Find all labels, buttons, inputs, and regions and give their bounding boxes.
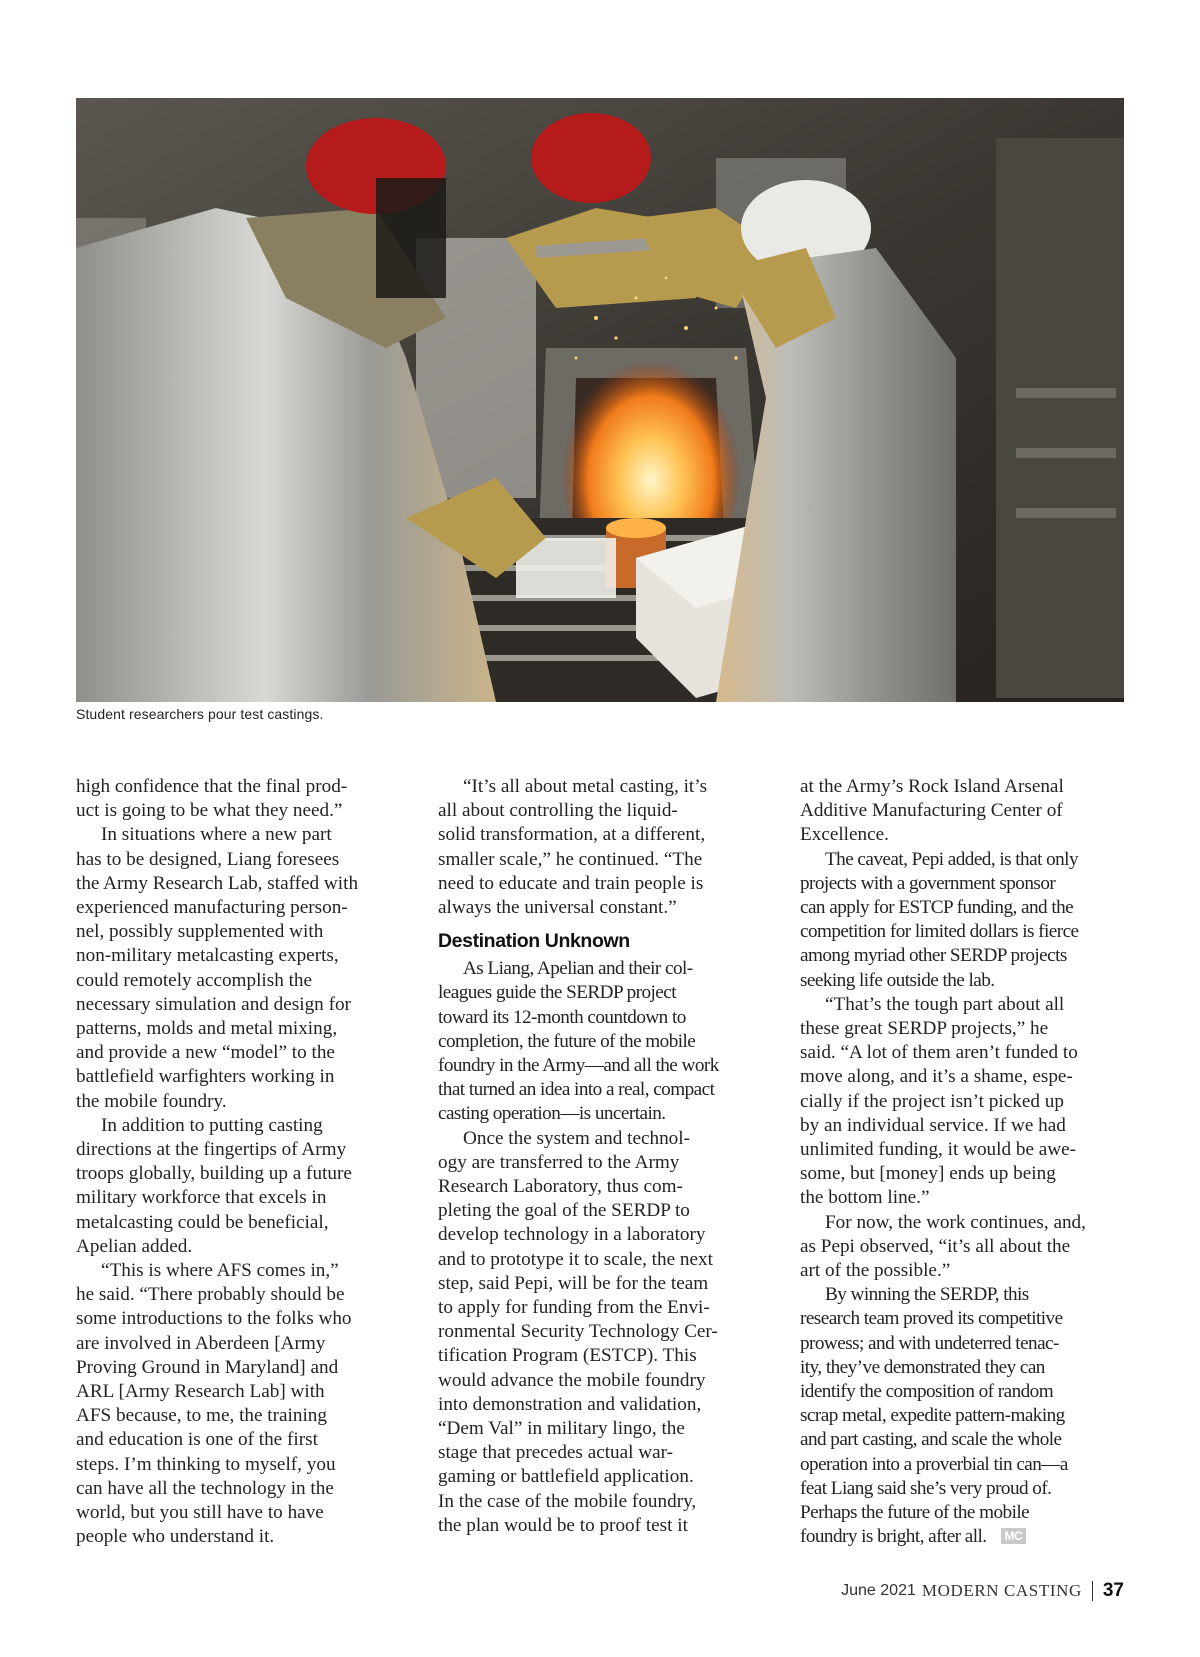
line: For now, the work continues, and, <box>825 1211 1086 1233</box>
line: ronmental Security Technology Cer- <box>438 1321 718 1343</box>
line: some introductions to the folks who <box>76 1308 352 1330</box>
line: ity, they’ve demonstrated they can <box>800 1356 1045 1378</box>
line: these great SERDP projects,” he <box>800 1018 1049 1040</box>
line: can apply for ESTCP funding, and the <box>800 897 1074 919</box>
line: non-military metalcasting experts, <box>76 945 339 967</box>
line: troops globally, building up a future <box>76 1163 352 1185</box>
line: “This is where AFS comes in,” <box>101 1260 339 1282</box>
line: has to be designed, Liang foresees <box>76 848 340 870</box>
article-column-3 <box>800 775 1118 1550</box>
line: cially if the project isn’t picked up <box>800 1090 1064 1112</box>
line: into demonstration and validation, <box>438 1393 702 1415</box>
line: AFS because, to me, the training <box>76 1405 327 1427</box>
page-footer <box>841 1580 1124 1602</box>
line: move along, and it’s a shame, espe- <box>800 1066 1073 1088</box>
photo-caption: Student researchers pour test castings. <box>76 706 324 722</box>
line: Once the system and technol- <box>463 1127 690 1149</box>
line: “That’s the tough part about all <box>825 993 1065 1015</box>
line: Apelian added. <box>76 1235 193 1257</box>
line: smaller scale,” he continued. “The <box>438 848 703 870</box>
line: patterns, molds and metal mixing, <box>76 1018 338 1040</box>
line: art of the possible.” <box>800 1260 951 1282</box>
line: By winning the SERDP, this <box>825 1284 1029 1306</box>
line: would advance the mobile foundry <box>438 1369 706 1391</box>
magazine-name: MODERN CASTING <box>921 1581 1082 1600</box>
line: In addition to putting casting <box>101 1114 323 1136</box>
line: world, but you still have to have <box>76 1502 324 1524</box>
line: Proving Ground in Maryland] and <box>76 1356 339 1378</box>
line: all about controlling the liquid- <box>438 800 678 822</box>
line: “Dem Val” in military lingo, the <box>438 1418 685 1440</box>
line-text: foundry is bright, after all. <box>800 1526 987 1548</box>
line: Additive Manufacturing Center of <box>800 800 1063 822</box>
line: the plan would be to proof test it <box>438 1514 688 1536</box>
line: metalcasting could be beneficial, <box>76 1211 329 1233</box>
line: nel, possibly supplemented with <box>76 921 324 943</box>
line: feat Liang said she’s very proud of. <box>800 1477 1052 1499</box>
line: among myriad other SERDP projects <box>800 945 1067 967</box>
line: are involved in Aberdeen [Army <box>76 1332 326 1354</box>
section-heading: Destination Unknown <box>438 930 630 953</box>
line: and to prototype it to scale, the next <box>438 1248 713 1270</box>
line: identify the composition of random <box>800 1381 1054 1403</box>
article-column-1 <box>76 775 394 1550</box>
line: gaming or battlefield application. <box>438 1466 694 1488</box>
line: Perhaps the future of the mobile <box>800 1502 1030 1524</box>
line: foundry in the Army—and all the work <box>438 1055 719 1077</box>
line: could remotely accomplish the <box>76 969 313 991</box>
line: the Army Research Lab, staffed with <box>76 872 359 894</box>
line: experienced manufacturing person- <box>76 897 348 919</box>
line: battlefield warfighters working in <box>76 1066 335 1088</box>
line: research team proved its competitive <box>800 1308 1063 1330</box>
foundry-photo <box>76 98 1124 702</box>
line: tification Program (ESTCP). This <box>438 1345 697 1367</box>
line: pleting the goal of the SERDP to <box>438 1200 690 1222</box>
foundry-photo-illustration <box>76 98 1124 702</box>
line: need to educate and train people is <box>438 872 704 894</box>
line: at the Army’s Rock Island Arsenal <box>800 776 1064 797</box>
line: casting operation—is uncertain. <box>438 1103 666 1125</box>
issue-date: June 2021 <box>841 1582 916 1599</box>
line: ogy are transferred to the Army <box>438 1151 680 1173</box>
line: solid transformation, at a different, <box>438 824 706 846</box>
page-number: 37 <box>1102 1580 1124 1601</box>
line: necessary simulation and design for <box>76 993 351 1015</box>
line: completion, the future of the mobile <box>438 1030 696 1052</box>
line: projects with a government sponsor <box>800 872 1056 894</box>
line: toward its 12-month countdown to <box>438 1006 686 1028</box>
line: In the case of the mobile foundry, <box>438 1490 697 1512</box>
line: competition for limited dollars is fierce <box>800 921 1079 943</box>
line: that turned an idea into a real, compact <box>438 1079 715 1101</box>
line: scrap metal, expedite pattern-making <box>800 1405 1065 1427</box>
line: to apply for funding from the Envi- <box>438 1297 710 1319</box>
line: operation into a proverbial tin can—a <box>800 1453 1068 1475</box>
line: steps. I’m thinking to myself, you <box>76 1453 336 1475</box>
line: seeking life outside the lab. <box>800 969 995 991</box>
line: said. “A lot of them aren’t funded to <box>800 1042 1078 1064</box>
line: stage that precedes actual war- <box>438 1442 674 1464</box>
line: and education is one of the first <box>76 1429 318 1451</box>
article-column-2 <box>438 775 756 1538</box>
line: military workforce that excels in <box>76 1187 327 1209</box>
line: leagues guide the SERDP project <box>438 982 677 1004</box>
line: The caveat, Pepi added, is that only <box>825 848 1079 870</box>
line: Research Laboratory, thus com- <box>438 1176 683 1198</box>
line: ARL [Army Research Lab] with <box>76 1381 325 1403</box>
line: and provide a new “model” to the <box>76 1042 335 1064</box>
last-line <box>800 1525 1118 1549</box>
line: As Liang, Apelian and their col- <box>463 958 693 980</box>
line: as Pepi observed, “it’s all about the <box>800 1235 1071 1257</box>
line: “It’s all about metal casting, it’s <box>463 776 708 797</box>
line: the bottom line.” <box>800 1187 930 1209</box>
line: step, said Pepi, will be for the team <box>438 1272 709 1294</box>
line: and part casting, and scale the whole <box>800 1429 1062 1451</box>
line: some, but [money] ends up being <box>800 1163 1056 1185</box>
line: high confidence that the final prod- <box>76 776 348 797</box>
footer-divider <box>1092 1581 1093 1601</box>
line: uct is going to be what they need.” <box>76 800 343 822</box>
line: Excellence. <box>800 824 889 846</box>
line: he said. “There probably should be <box>76 1284 345 1306</box>
line: develop technology in a laboratory <box>438 1224 706 1246</box>
line: by an individual service. If we had <box>800 1114 1066 1136</box>
line: the mobile foundry. <box>76 1090 227 1112</box>
end-mark-badge: MC <box>1001 1528 1027 1544</box>
line: people who understand it. <box>76 1526 275 1548</box>
line: can have all the technology in the <box>76 1477 334 1499</box>
line: In situations where a new part <box>101 824 332 846</box>
line: prowess; and with undeterred tenac- <box>800 1332 1059 1354</box>
line: unlimited funding, it would be awe- <box>800 1139 1077 1161</box>
line: directions at the fingertips of Army <box>76 1139 347 1161</box>
line: always the universal constant.” <box>438 897 677 919</box>
